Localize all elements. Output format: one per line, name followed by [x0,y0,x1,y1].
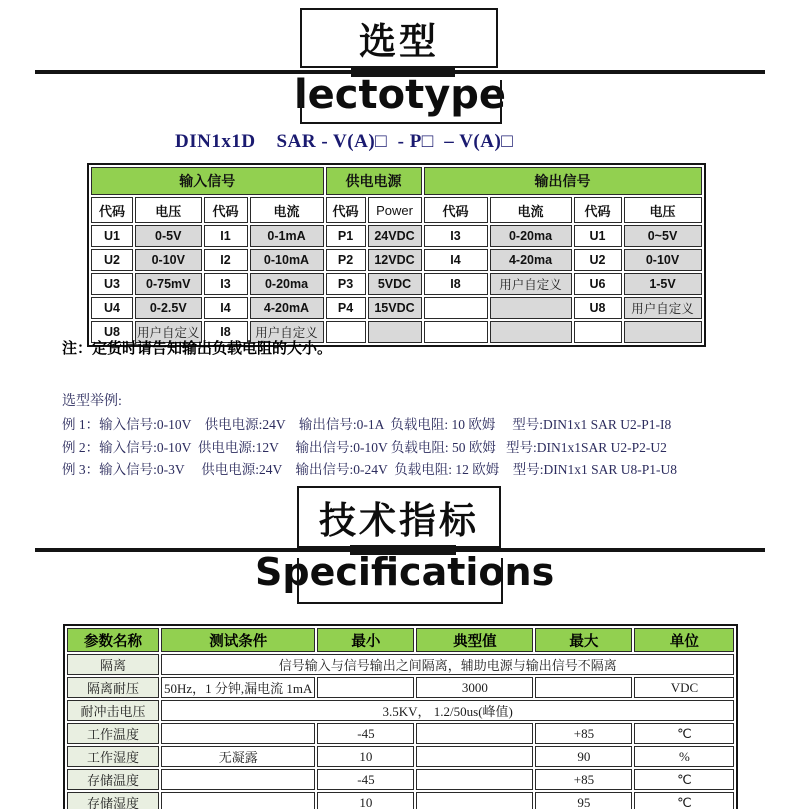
sel-cell: 0-10V [135,249,202,271]
sel-cell: 0~5V [624,225,702,247]
spec-cell: 10 [317,792,414,809]
sel-cell [490,321,572,343]
spec-cell-merged: 3.5KV， 1.2/50us(峰值) [161,700,734,721]
spec-param-name: 隔离耐压 [67,677,159,698]
selection-group-header-row [91,167,702,195]
sel-cell: U2 [91,249,133,271]
table-row [67,723,734,744]
sel-cell: I4 [424,249,488,271]
example-line: 例 3：输入信号:0-3V 供电电源:24V 输出信号:0-24V 负载电阻: 12 欧姆 型号:DIN1x1 SAR U8-P1-U8 [62,462,678,477]
sel-cell: I4 [204,297,248,319]
spec-cell: ℃ [634,769,734,790]
sel-cell: I3 [424,225,488,247]
spec-cell: ℃ [634,792,734,809]
spec-cell: 50Hz，1 分钟,漏电流 1mA [161,677,315,698]
spec-col-header: 最大 [535,628,632,652]
sel-cell: 4-20ma [490,249,572,271]
table-row [91,225,702,247]
spec-cell: +85 [535,723,632,744]
section2-title-en: Specifications [255,550,555,594]
spec-cell: 95 [535,792,632,809]
spec-cell: 10 [317,746,414,767]
sel-cell: U4 [91,297,133,319]
section2-title-cn: 技术指标 [319,500,479,541]
col-header: 代码 [574,197,622,223]
sel-cell: U3 [91,273,133,295]
sel-cell: 1-5V [624,273,702,295]
sel-cell: 5VDC [368,273,422,295]
group-output-signal: 输出信号 [424,167,702,195]
spec-cell [416,769,533,790]
sel-cell: 24VDC [368,225,422,247]
sel-cell: 0-20ma [250,273,324,295]
spec-cell [416,723,533,744]
sel-cell: I8 [204,321,248,343]
table-row [91,249,702,271]
col-header: 代码 [326,197,366,223]
sel-cell: 用户自定义 [624,297,702,319]
sel-cell: U1 [91,225,133,247]
sel-cell: 0-1mA [250,225,324,247]
sel-cell: U2 [574,249,622,271]
sel-cell [424,297,488,319]
sel-cell: I1 [204,225,248,247]
sel-cell: 15VDC [368,297,422,319]
spec-col-header: 最小 [317,628,414,652]
section2-underbox [297,558,503,604]
col-header: 电流 [490,197,572,223]
spec-cell: -45 [317,769,414,790]
sel-cell: I3 [204,273,248,295]
spec-cell [317,677,414,698]
spec-cell: -45 [317,723,414,744]
table-row [67,677,734,698]
spec-cell: ℃ [634,723,734,744]
spec-cell [535,677,632,698]
spec-cell [161,792,315,809]
table-row [91,273,702,295]
col-header: Power [368,197,422,223]
spec-header-row [67,628,734,652]
section2-title-box [297,486,501,548]
section1-title-box [300,8,498,68]
sel-cell [624,321,702,343]
sel-cell: P2 [326,249,366,271]
spec-cell: VDC [634,677,734,698]
table-row [67,654,734,675]
table-row [67,700,734,721]
sel-cell: P1 [326,225,366,247]
sel-cell [424,321,488,343]
col-header: 电流 [250,197,324,223]
sel-cell: 用户自定义 [250,321,324,343]
spec-col-header: 单位 [634,628,734,652]
sel-cell: 0-20ma [490,225,572,247]
table-row [67,769,734,790]
spec-param-name: 存储湿度 [67,792,159,809]
table-row [67,746,734,767]
group-power-supply: 供电电源 [326,167,422,195]
sel-cell: 4-20mA [250,297,324,319]
sel-cell: 用户自定义 [490,273,572,295]
section1-underbox [300,80,502,124]
spec-cell: +85 [535,769,632,790]
spec-cell: % [634,746,734,767]
spec-cell [416,792,533,809]
selection-column-header-row [91,197,702,223]
sel-cell [574,321,622,343]
example-line: 例 2：输入信号:0-10V 供电电源:12V 输出信号:0-10V 负载电阻: 50 欧姆 型号:DIN1x1SAR U2-P2-U2 [62,440,667,455]
spec-param-name: 工作湿度 [67,746,159,767]
sel-cell: U1 [574,225,622,247]
col-header: 电压 [624,197,702,223]
sel-cell: I8 [424,273,488,295]
sel-cell: P3 [326,273,366,295]
col-header: 代码 [91,197,133,223]
table-row [91,297,702,319]
sel-cell: 12VDC [368,249,422,271]
spec-cell [161,723,315,744]
sel-cell: 0-10V [624,249,702,271]
spec-param-name: 工作温度 [67,723,159,744]
sel-cell: 0-5V [135,225,202,247]
spec-col-header: 测试条件 [161,628,315,652]
sel-cell: I2 [204,249,248,271]
col-header: 电压 [135,197,202,223]
col-header: 代码 [424,197,488,223]
selection-table [87,163,706,347]
spec-col-header: 典型值 [416,628,533,652]
spec-param-name: 耐冲击电压 [67,700,159,721]
sel-cell: U8 [91,321,133,343]
example-line: 例 1：输入信号:0-10V 供电电源:24V 输出信号:0-1A 负载电阻: 10 欧姆 型号:DIN1x1 SAR U2-P1-I8 [62,417,672,432]
sel-cell: U8 [574,297,622,319]
group-input-signal: 输入信号 [91,167,324,195]
examples-title: 选型举例: [62,394,122,409]
section1-title-cn: 选型 [359,21,439,62]
model-code-line: DIN1x1D SAR - V(A)□ - P□ – V(A)□ [175,131,514,152]
spec-param-name: 隔离 [67,654,159,675]
sel-cell [368,321,422,343]
spec-cell [416,746,533,767]
order-note: 注：定货时请告知输出负载电阻的大小。 [62,340,333,357]
table-row [67,792,734,809]
sel-cell: 0-75mV [135,273,202,295]
spec-cell: 无凝露 [161,746,315,767]
spec-cell-merged: 信号输入与信号输出之间隔离，辅助电源与输出信号不隔离 [161,654,734,675]
section1-title-en: lectotype [293,72,507,118]
sel-cell: 0-2.5V [135,297,202,319]
spec-cell: 90 [535,746,632,767]
sel-cell: U6 [574,273,622,295]
col-header: 代码 [204,197,248,223]
spec-col-header: 参数名称 [67,628,159,652]
spec-param-name: 存储温度 [67,769,159,790]
spec-cell [161,769,315,790]
sel-cell: P4 [326,297,366,319]
sel-cell: 用户自定义 [135,321,202,343]
sel-cell: 0-10mA [250,249,324,271]
specifications-table [63,624,738,809]
spec-cell: 3000 [416,677,533,698]
sel-cell [490,297,572,319]
